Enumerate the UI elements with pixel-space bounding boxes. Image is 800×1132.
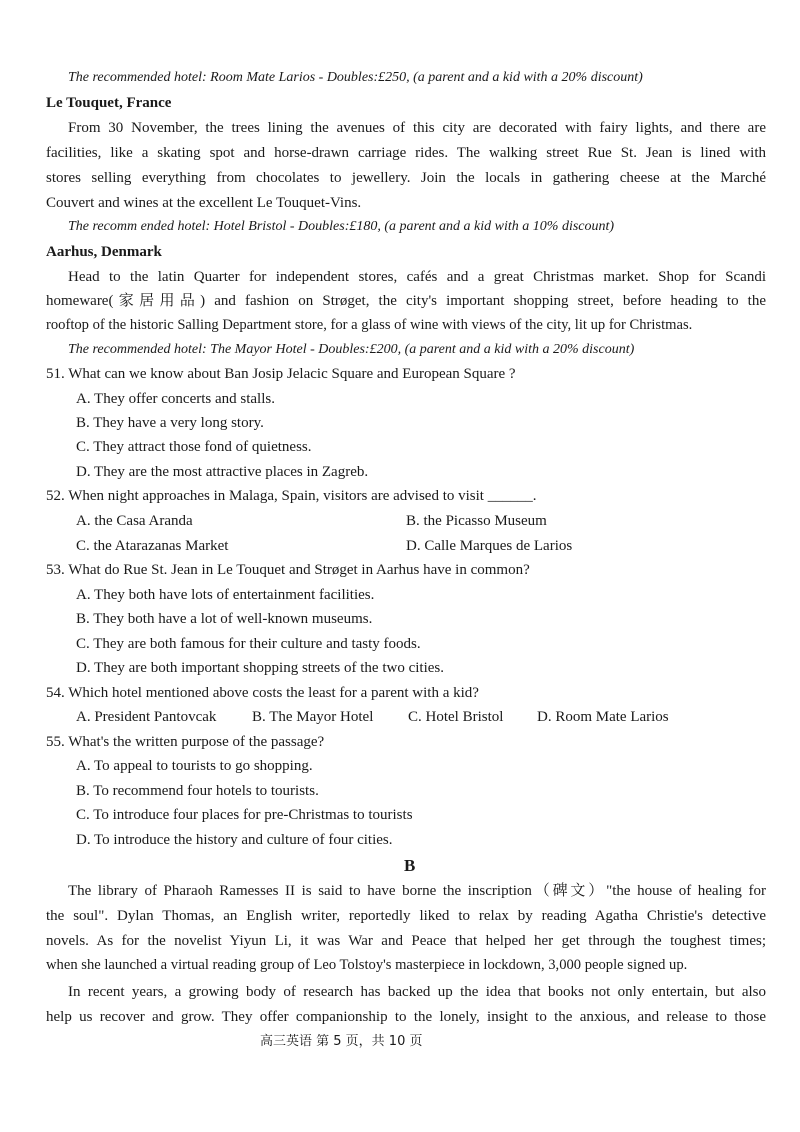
- option-c: C. Hotel Bristol: [408, 709, 504, 725]
- section-b-line: the soul". Dylan Thomas, an English writer, reportedly liked to relax by reading Agatha Christie's detective: [46, 908, 766, 924]
- option-d: D. They are the most attractive places in Zagreb.: [76, 464, 369, 480]
- option-a: A. They both have lots of entertainment facilities.: [76, 587, 375, 603]
- aarhus-body-line: rooftop of the historic Salling Department store, for a glass of wine with views of the city, lit up for Christmas.: [46, 317, 693, 333]
- question-stem: 54. Which hotel mentioned above costs the least for a parent with a kid?: [46, 685, 479, 701]
- section-b-title: B: [404, 856, 416, 875]
- letouquet-body-line: Couvert and wines at the excellent Le Touquet-Vins.: [46, 195, 362, 211]
- letouquet-hotel-line: The recomm ended hotel: Hotel Bristol - Doubles:£180, (a parent and a kid with a 10% discount): [68, 219, 615, 234]
- option-d: D. Calle Marques de Larios: [406, 538, 573, 554]
- option-b: B. They both have a lot of well-known museums.: [76, 611, 373, 627]
- question-stem: 51. What can we know about Ban Josip Jelacic Square and European Square ?: [46, 366, 516, 382]
- section-b-line: when she launched a virtual reading group of Leo Tolstoy's masterpiece in lockdown, 3,000 people signed up.: [46, 957, 688, 973]
- section-b-line: The library of Pharaoh Ramesses II is said to have borne the inscription（碑文）"the house of healing for: [68, 883, 766, 899]
- option-a: A. President Pantovcak: [76, 709, 217, 725]
- letouquet-body-line: stores selling everything from chocolates to jewellery. Join the locals in gathering cheese at the Marché: [46, 170, 766, 186]
- aarhus-body-line: homeware(家居用品) and fashion on Strøget, the city's important shopping street, before heading to the: [46, 293, 766, 309]
- option-a: A. the Casa Aranda: [76, 513, 193, 529]
- option-a: A. To appeal to tourists to go shopping.: [76, 758, 313, 774]
- option-c: C. To introduce four places for pre-Christmas to tourists: [76, 807, 413, 823]
- page-footer: 高三英语 第 5 页，共 10 页: [260, 1034, 423, 1049]
- option-a: A. They offer concerts and stalls.: [76, 391, 275, 407]
- option-c: C. They are both famous for their culture and tasty foods.: [76, 636, 421, 652]
- option-b: B. They have a very long story.: [76, 415, 264, 431]
- section-b-line: In recent years, a growing body of research has backed up the idea that books not only entertain, but also: [68, 984, 766, 1000]
- option-d: D. To introduce the history and culture of four cities.: [76, 832, 393, 848]
- option-d: D. They are both important shopping streets of the two cities.: [76, 660, 444, 676]
- option-b: B. the Picasso Museum: [406, 513, 547, 529]
- option-d: D. Room Mate Larios: [537, 709, 669, 725]
- section-b-line: novels. As for the novelist Yiyun Li, it was War and Peace that helped her get through the toughest times;: [46, 933, 766, 949]
- letouquet-body-line: facilities, like a skating spot and horse-drawn carriage rides. The walking street Rue St. Jean is lined with: [46, 145, 766, 161]
- option-b: B. To recommend four hotels to tourists.: [76, 783, 319, 799]
- option-b: B. The Mayor Hotel: [252, 709, 374, 725]
- letouquet-heading: Le Touquet, France: [46, 95, 172, 111]
- aarhus-hotel-line: The recommended hotel: The Mayor Hotel - Doubles:£200, (a parent and a kid with a 20% discount): [68, 342, 635, 357]
- section-b-line: help us recover and grow. They offer companionship to the lonely, insight to the anxious, and release to those: [46, 1009, 766, 1025]
- question-stem: 52. When night approaches in Malaga, Spain, visitors are advised to visit ______.: [46, 488, 537, 504]
- malaga-hotel-line: The recommended hotel: Room Mate Larios - Doubles:£250, (a parent and a kid with a 20% discount): [68, 70, 643, 85]
- option-c: C. They attract those fond of quietness.: [76, 439, 312, 455]
- question-stem: 55. What's the written purpose of the passage?: [46, 734, 325, 750]
- letouquet-body-line: From 30 November, the trees lining the avenues of this city are decorated with fairy lights, and there are: [68, 120, 766, 136]
- option-c: C. the Atarazanas Market: [76, 538, 229, 554]
- question-stem: 53. What do Rue St. Jean in Le Touquet and Strøget in Aarhus have in common?: [46, 562, 530, 578]
- aarhus-body-line: Head to the latin Quarter for independent stores, cafés and a great Christmas market. Shop for Scandi: [68, 269, 766, 285]
- aarhus-heading: Aarhus, Denmark: [46, 244, 162, 260]
